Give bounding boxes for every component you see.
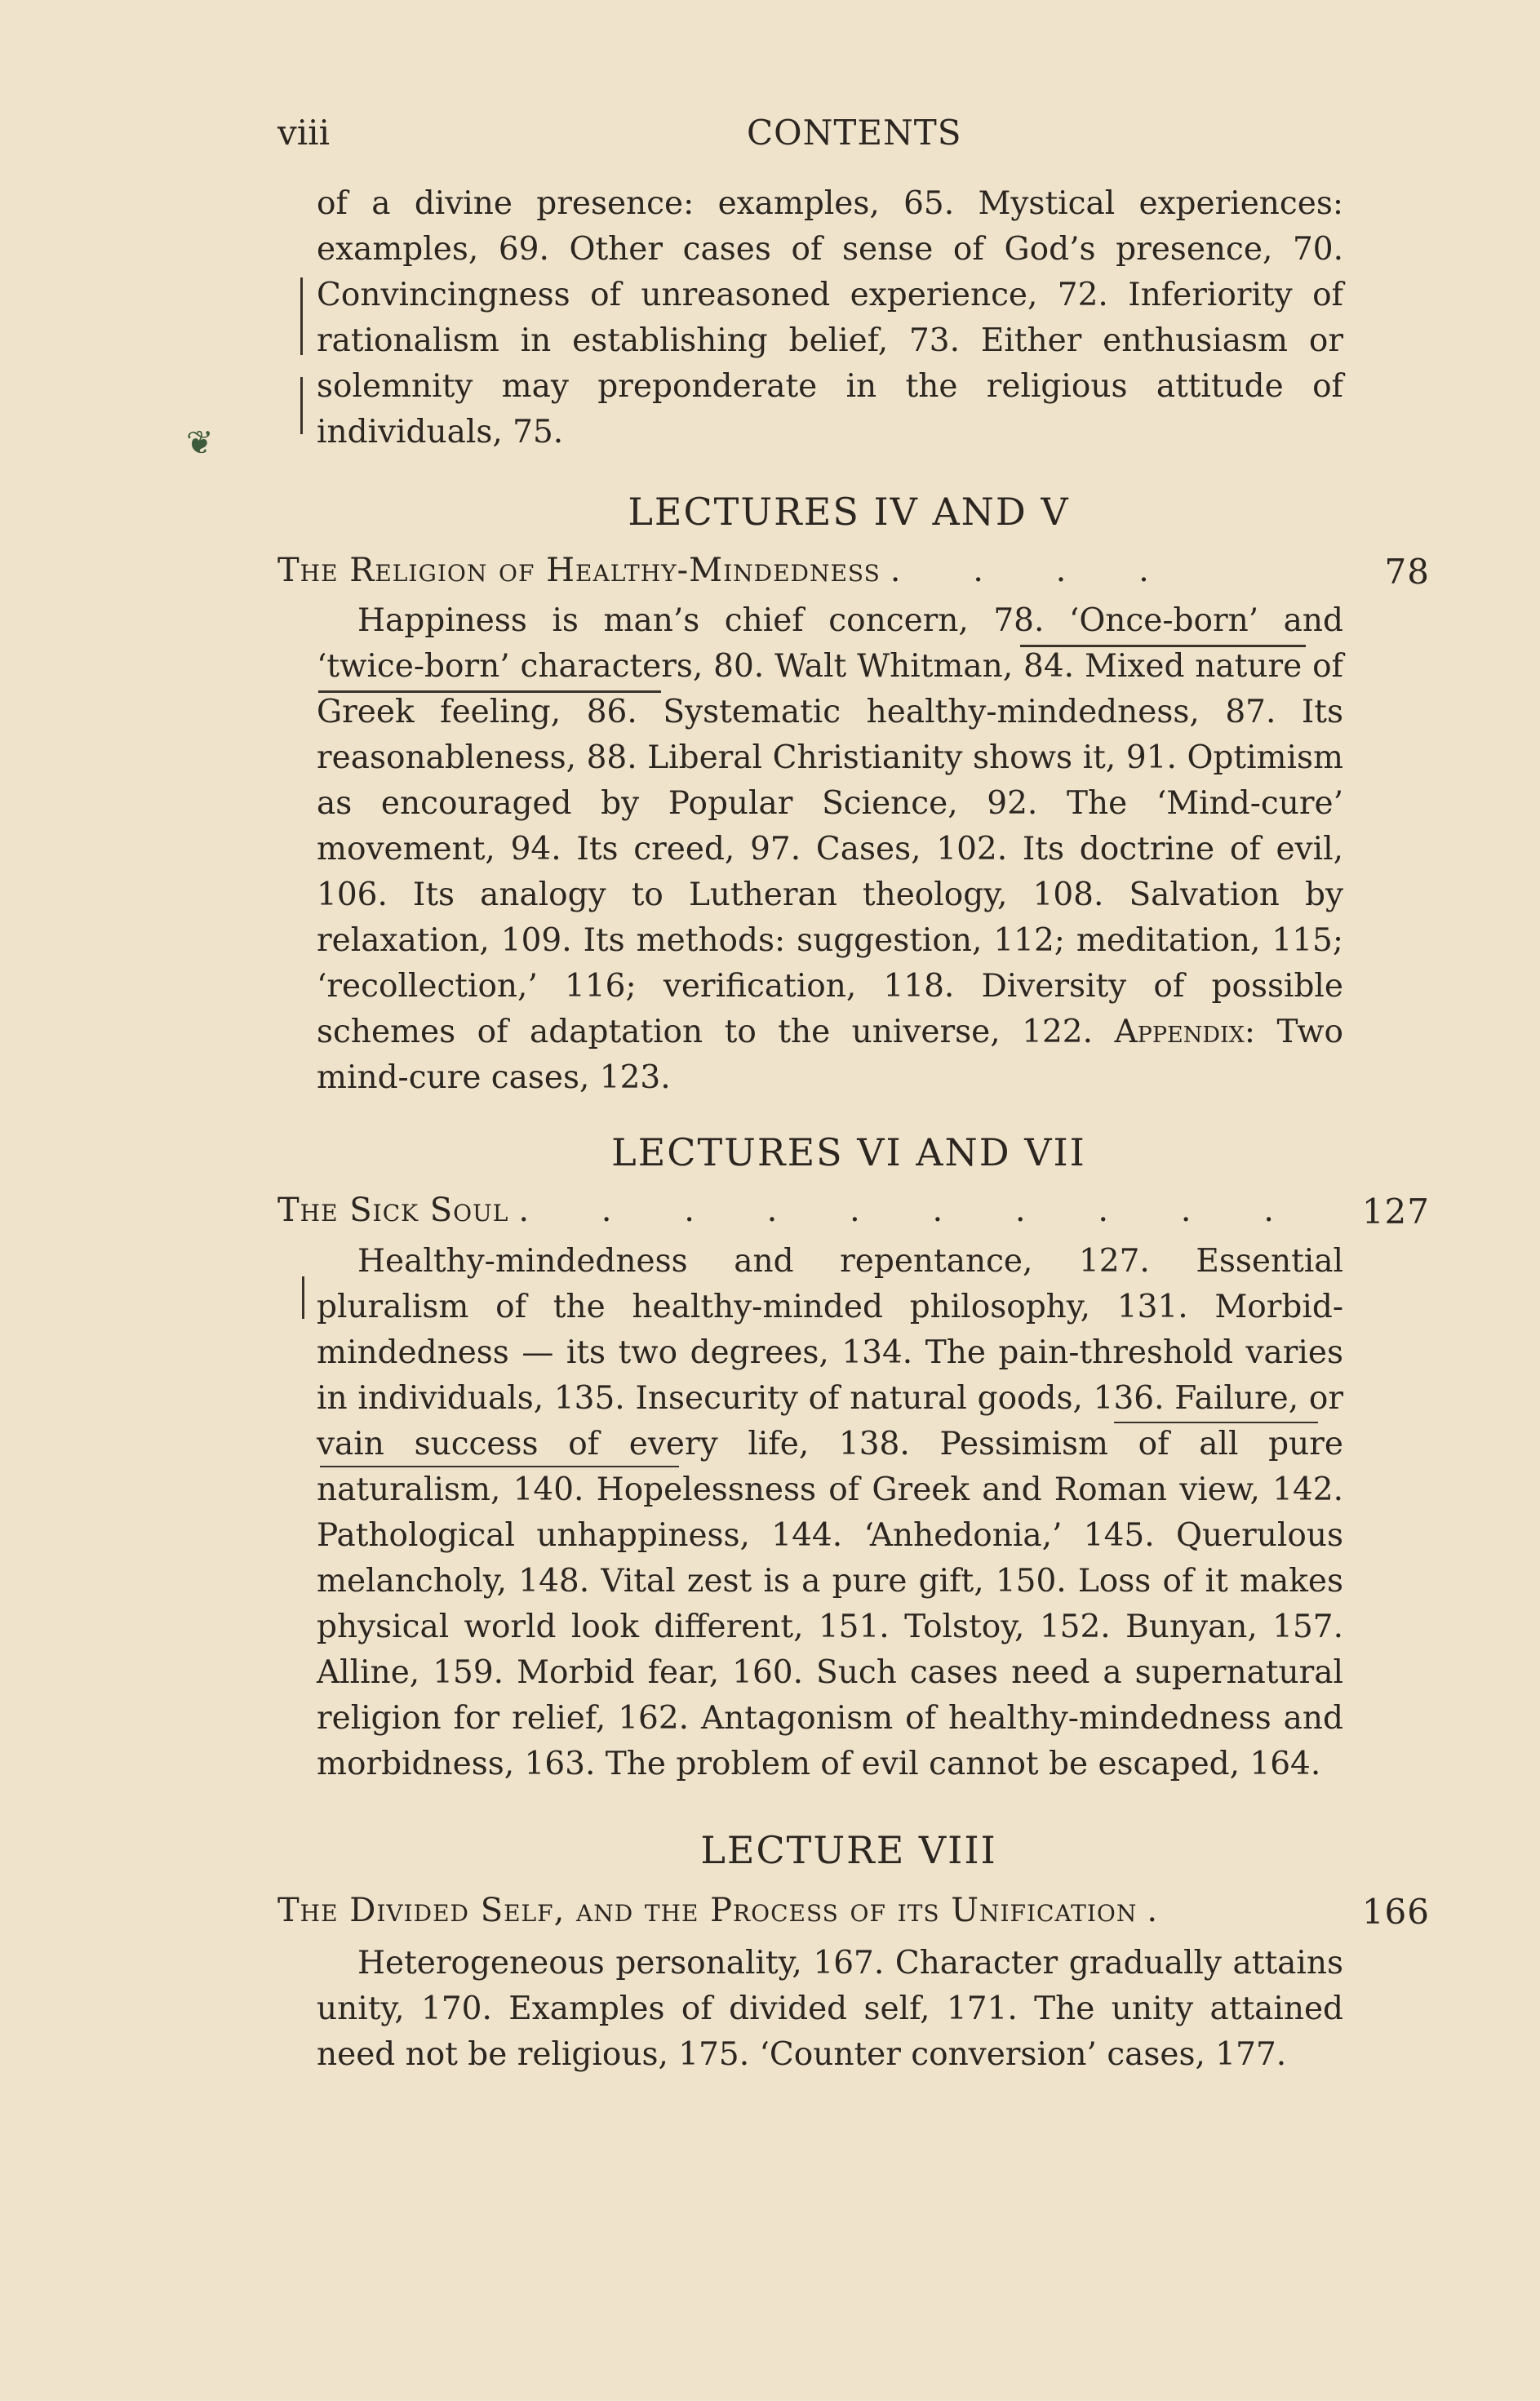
entry-title: The Religion of Healthy-Mindedness — [277, 552, 881, 589]
leaf-ornament-icon: ❦ — [186, 424, 214, 462]
pencil-underline — [320, 1466, 679, 1467]
intro-paragraph: of a divine presence: examples, 65. Mystical experiences: examples, 69. Other cases of sense of God’s presence, 70. Convincingness of unreasoned experience, 72. Inferiority of rationalism in establishing belief, 73. Either enthusiasm or solemnity may preponderate in the religious attitude of individuals, 75. — [317, 185, 1343, 450]
appendix-label: Appendix — [1114, 1014, 1245, 1050]
entry-title: The Sick Soul — [277, 1192, 509, 1229]
dot-leader: . — [1147, 1892, 1189, 1929]
margin-mark — [300, 377, 303, 434]
lecture-heading: LECTURES IV AND V — [628, 490, 1070, 534]
entry-page: 127 — [1361, 1192, 1430, 1232]
lecture-heading: LECTURES VI AND VII — [611, 1130, 1086, 1174]
entry-title-row — [277, 552, 1430, 592]
pencil-underline — [1114, 1422, 1318, 1423]
margin-mark — [300, 277, 303, 355]
entry-title: The Divided Self, and the Process of its Unification — [277, 1892, 1138, 1929]
dot-leader: . . . . . . . . . . — [518, 1192, 1305, 1229]
summary-tail: : Two mind-cure cases, 123. — [317, 1014, 1344, 1096]
summary-main: Happiness is man’s chief concern, 78. ‘Once-born’ and ‘twice-born’ characters, 80. Walt Whitman, 84. Mixed nature of Greek feeling, 86. Systematic healthy-mindedness, 87. Its reasonableness, 88. Liberal Christianity shows it, 91. Optimism as encouraged by Popular Science, 92. The ‘Mind-cure’ movement, 94. Its creed, 97. Cases, 102. Its doctrine of evil, 106. Its analogy to Lutheran theology, 108. Salvation by relaxation, 109. Its methods: suggestion, 112; meditation, 115; ‘recollection,’ 116; verification, 118. Diversity of possible schemes of adaptation to the universe, 122. — [317, 602, 1343, 1050]
pencil-underline — [1020, 645, 1306, 647]
entry-page: 78 — [1384, 552, 1430, 592]
entry-title-row — [277, 1192, 1430, 1232]
entry-page: 166 — [1361, 1892, 1430, 1932]
entry-summary — [317, 598, 1343, 1101]
entry-summary: Heterogeneous personality, 167. Character gradually attains unity, 170. Examples of divided self, 171. The unity attained need not be religious, 175. ‘Counter conversion’ cases, 177. — [317, 1945, 1343, 2073]
margin-mark — [302, 1276, 304, 1319]
lecture-heading: LECTURE VIII — [700, 1828, 997, 1872]
running-head: CONTENTS — [747, 113, 962, 153]
entry-summary: Healthy-mindedness and repentance, 127. Essential pluralism of the healthy-minded philosophy, 131. Morbid-mindedness — its two degrees, 134. The pain-threshold varies in individuals, 135. Insecurity of natural goods, 136. Failure, or vain success of every life, 138. Pessimism of all pure naturalism, 140. Hopelessness of Greek and Roman view, 142. Pathological unhappiness, 144. ‘Anhedonia,’ 145. Querulous melancholy, 148. Vital zest is a pure gift, 150. Loss of it makes physical world look different, 151. Tolstoy, 152. Bunyan, 157. Alline, 159. Morbid fear, 160. Such cases need a supernatural religion for relief, 162. Antagonism of healthy-mindedness and morbidness, 163. The problem of evil cannot be escaped, 164. — [317, 1243, 1343, 1782]
dot-leader: . . . . — [890, 552, 1180, 589]
entry-title-row — [277, 1892, 1430, 1932]
page-number: viii — [277, 113, 331, 153]
pencil-underline — [318, 690, 661, 693]
page-header — [277, 113, 1469, 162]
